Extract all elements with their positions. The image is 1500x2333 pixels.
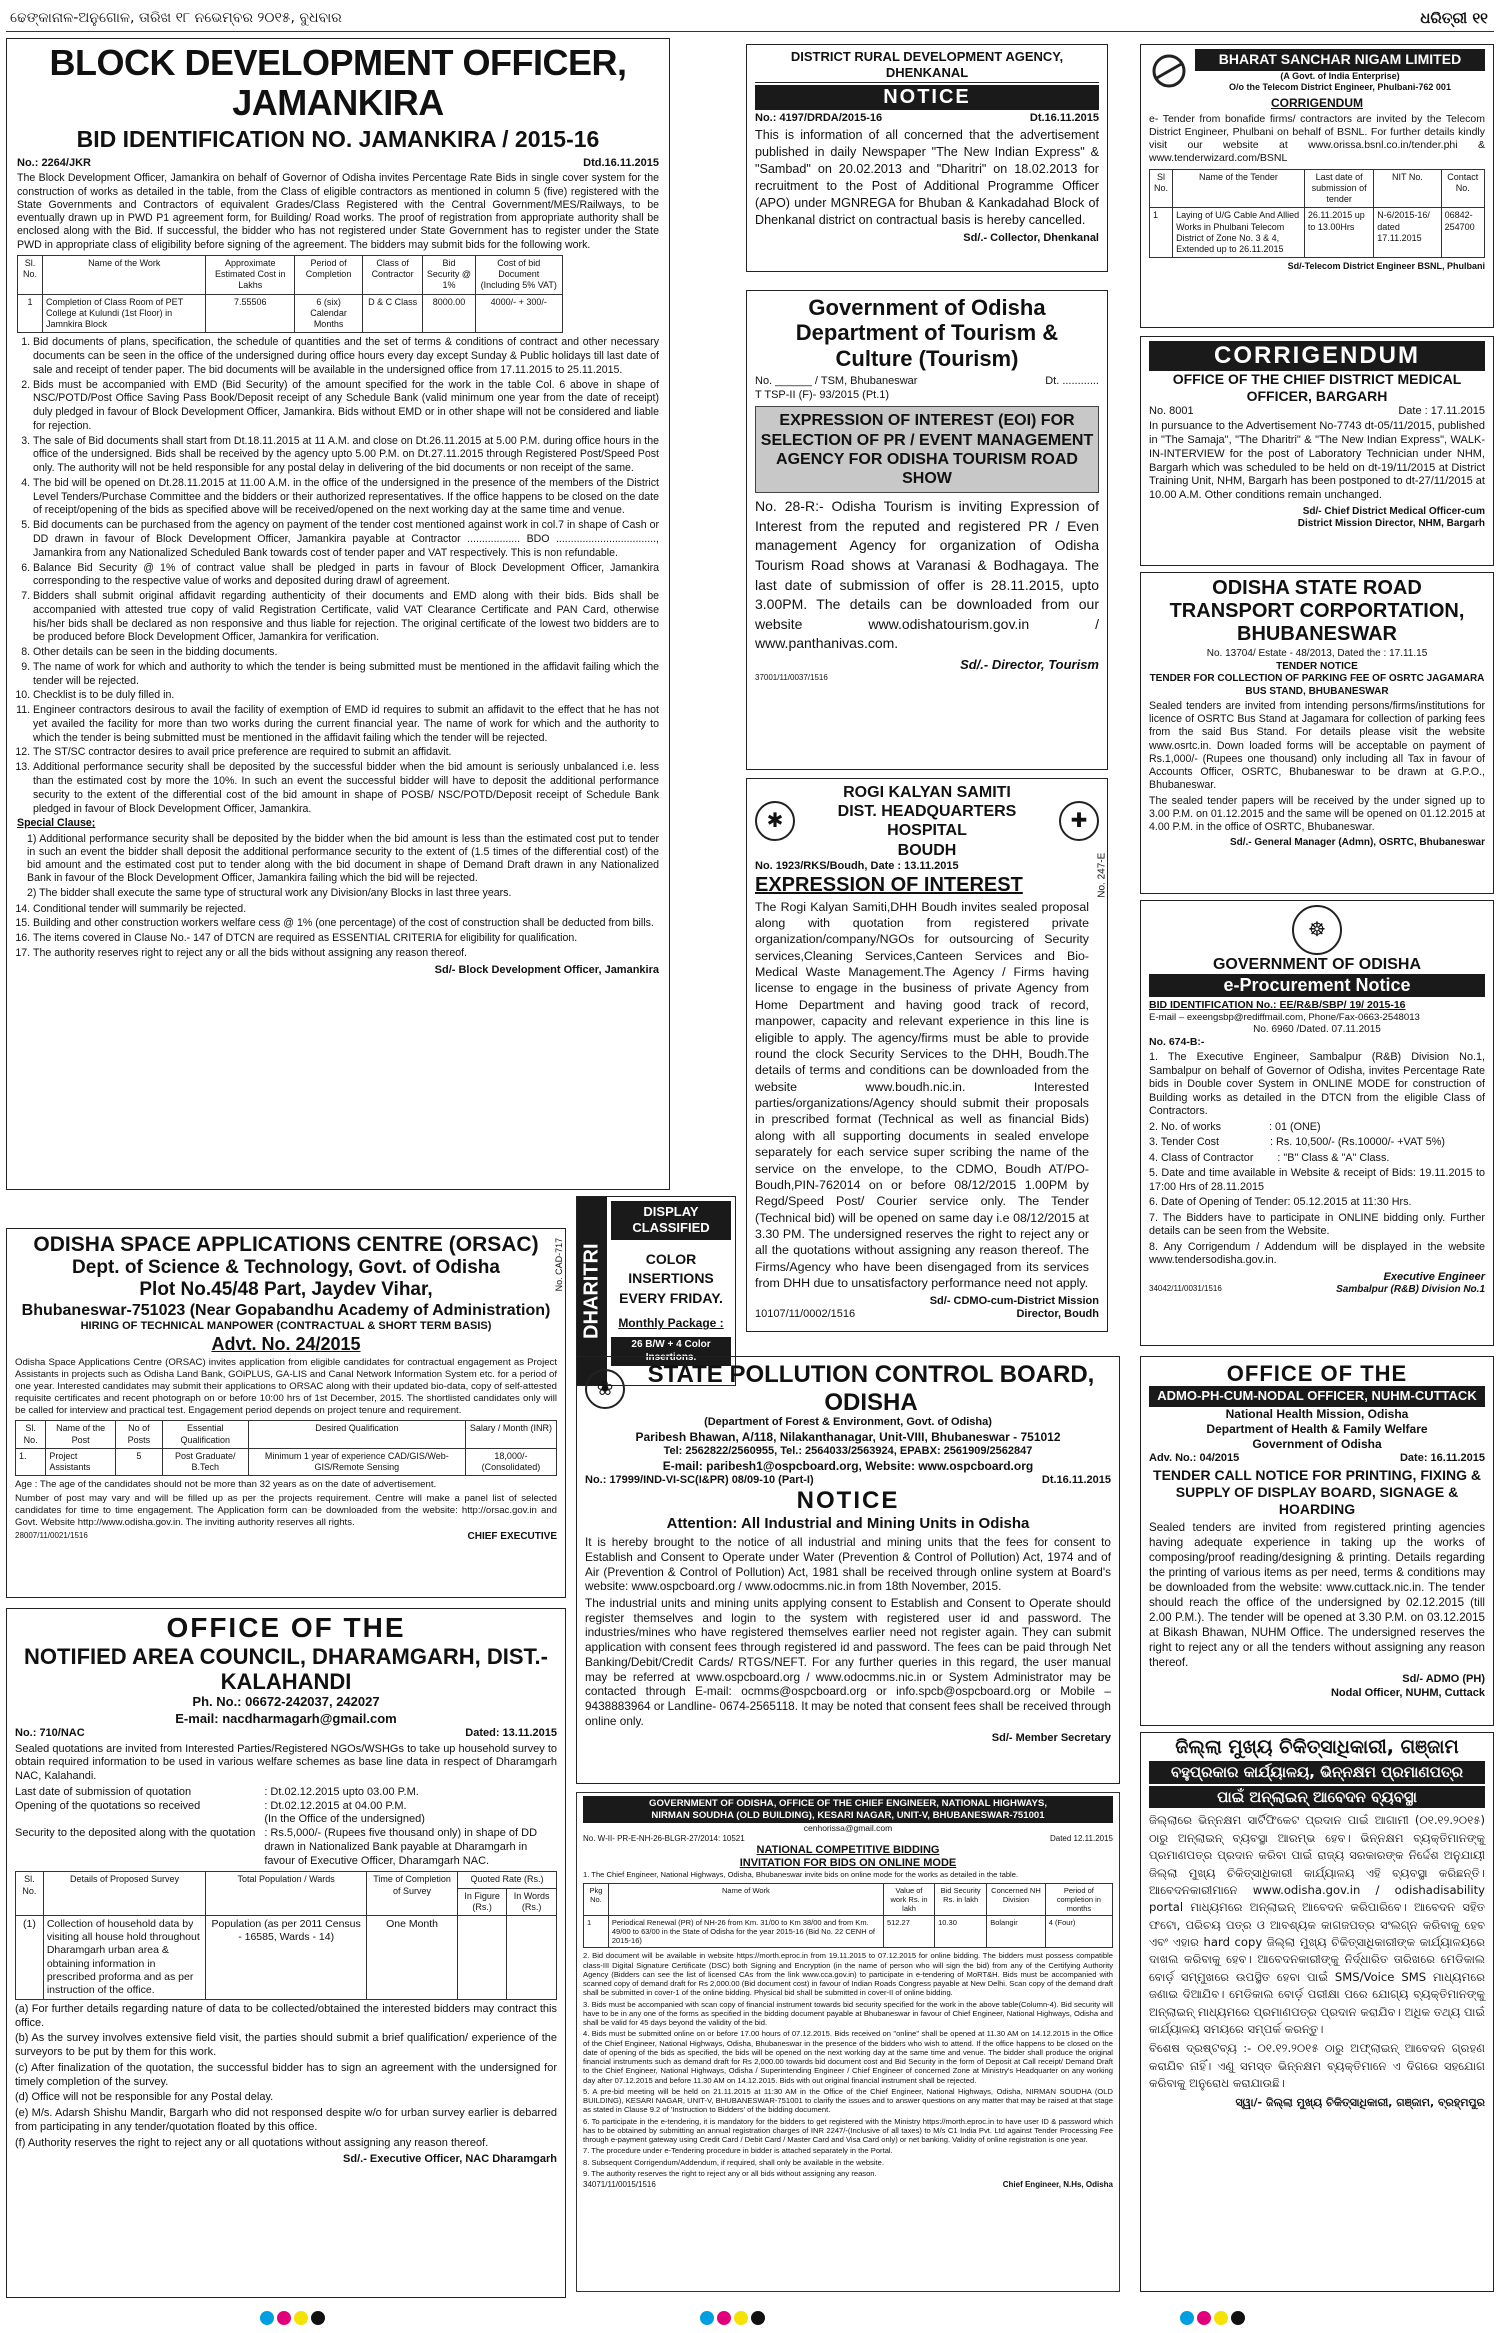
tourism-t1: Government of Odisha: [808, 295, 1046, 320]
nac-t2: NOTIFIED AREA COUNCIL, DHARAMGARH, DIST.- KALAHANDI: [24, 1643, 548, 1695]
nh-no: No. W-II- PR-E-NH-26-BLGR-27/2014: 10521: [583, 1833, 745, 1843]
cmyk-register-right: [1180, 2311, 1245, 2325]
td: D & C Class: [363, 294, 423, 333]
td-empty: [457, 1916, 506, 2000]
nh-t3: NATIONAL COMPETITIVE BIDDING: [756, 1843, 940, 1856]
rks-cross-icon: ✚: [1059, 801, 1099, 841]
cyan-dot-icon: [1180, 2311, 1194, 2325]
rks-t2: DIST. HEADQUARTERS HOSPITAL: [837, 803, 1017, 840]
bdo-bid-id: BID IDENTIFICATION NO. JAMANKIRA / 2015-16: [76, 126, 600, 153]
th: Contact No.: [1441, 169, 1484, 208]
th: Concerned NH Division: [987, 1883, 1046, 1915]
rks-no: No. 1923/RKS/Boudh, Date : 13.11.2015: [755, 859, 959, 872]
th: In Words (Rs.): [507, 1888, 557, 1916]
td: 1: [584, 1916, 609, 1948]
tourism-ref: T TSP-II (F)- 93/2015 (Pt.1): [755, 388, 890, 401]
nuhm-tn: TENDER CALL NOTICE FOR PRINTING, FIXING & SUPPLY OF DISPLAY BOARD, SIGNAGE & HOARDING: [1153, 1467, 1481, 1517]
th: Total Population / Wards: [206, 1872, 367, 1916]
orsac-t4: Bhubaneswar-751023 (Near Gopabandhu Academy of Administration): [21, 1301, 551, 1319]
nh-email: cenhorissa@gmail.com: [803, 1823, 893, 1834]
nh-item-5: 5. A pre-bid meeting will be held on 21.11.2015 at 11:30 AM in the Office of the Chief Engineer, National Highways, Odisha, NIRMAN SOUDHA (OLD BUILDING), KESARI NAGAR, UNIT-V, BHUBANESWAR-751001 to clarify the issues and to answer questions on any matter that may be raised at that stage as stated in Clause 9.2 of 'Instruction to Bidders' of the bidding document.: [583, 2086, 1113, 2115]
spcb-email: E-mail: paribesh1@ospcboard.org, Website: www.ospcboard.org: [662, 1458, 1034, 1473]
yellow-dot-icon: [294, 2311, 308, 2325]
bdo-conditions: [17, 336, 659, 816]
orsac-table: [15, 1420, 557, 1476]
eproc-item-1: 1. The Executive Engineer, Sambalpur (R&B) Division No.1, Sambalpur on behalf of Governor of Odisha, invites Percentage Rate bids in Double cover System in ONLINE MODE for construction of Building works as detailed in the DTCN from the eligible Class of Contractors.: [1149, 1051, 1485, 1118]
nac-r2-label: Opening of the quotations so received: [15, 1799, 201, 1812]
td-empty: [507, 1916, 557, 2000]
orsac-side-ref: No. CAD-717: [554, 1237, 565, 1292]
bsnl-title: BHARAT SANCHAR NIGAM LIMITED: [1195, 49, 1485, 71]
td: 8000.00: [423, 294, 476, 333]
th: Approximate Estimated Cost in Lakhs: [206, 255, 295, 294]
nh-signature: Chief Engineer, N.Hs, Odisha: [1002, 2180, 1113, 2190]
td: 1: [1150, 208, 1173, 258]
eproc-t1: GOVERNMENT OF ODISHA: [1212, 956, 1421, 973]
drda-title: DISTRICT RURAL DEVELOPMENT AGENCY, DHENKANAL: [755, 49, 1099, 83]
eproc-item-4: 4. Class of Contractor : "B" Class & "A" Class.: [1149, 1151, 1390, 1164]
osrtc-body2: The sealed tender papers will be received by the under signed up to 3.00 P.M. on 01.12.2015 and the same will be opened on 01.12.2015 at 4.00 P.M. in the office of OSRTC, Bhubaneswar.: [1149, 794, 1485, 834]
tourism-signature: Sd/.- Director, Tourism: [960, 656, 1099, 672]
classified-t2: COLOR INSERTIONS EVERY FRIDAY.: [619, 1250, 723, 1306]
cmyk-register-center: [700, 2311, 765, 2325]
rks-t3: BOUDH: [897, 841, 957, 859]
corr2-title: CORRIGENDUM: [1149, 341, 1485, 371]
th: Name of the Work: [43, 255, 206, 294]
list-item: 13. Additional performance security shall be deposited by the successful bidder when the bid amount is seriously unbalanced i.e. less than the estimated cost by more the 10%. In such an event the successful bidder will have to deposit the additional performance security to the extent of the differential cost of the bid amount in shape of POSB/ NSC/POTD/Deposit receipt of Schedule Bank pledged in favour of Block Development Officer, Jamankira.: [33, 761, 659, 816]
osrtc-no: No. 13704/ Estate - 48/2013, Dated the : 17.11.15: [1206, 648, 1428, 659]
list-item: 3. The sale of Bid documents shall start from Dt.18.11.2015 at 11 A.M. and close on Dt.26.11.2015 at 5.00 P.M. during office hours in the office of the undersigned. Bids shall be received by the agency upto 5.00 P.M. on Dt.27.11.2015 through Registered Post/Speed Post only. The authority will not be held responsible for any postal delay in delivering of the bid documents or non receipt of the same.: [33, 435, 659, 476]
spcb-logo-icon: ❀: [585, 1369, 625, 1409]
nac-r3-label: Security to the deposited along with the quotation: [15, 1827, 256, 1840]
osrtc-title: ODISHA STATE ROAD TRANSPORT CORPORTATION, BHUBANESWAR: [1169, 577, 1465, 645]
nac-email: E-mail: nacdharmagarh@gmail.com: [175, 1710, 397, 1726]
th: Name of Work: [608, 1883, 883, 1915]
nh-date: Dated 12.11.2015: [1049, 1833, 1113, 1843]
nh-item-8: 8. Subsequent Corrigendum/Addendum, if required, shall only be available in the website.: [583, 2157, 884, 2167]
bdo-work-table: [17, 255, 563, 334]
td: Population (as per 2011 Census - 16585, Wards - 14): [206, 1916, 367, 2000]
td: (1): [16, 1916, 44, 2000]
orsac-advt: [6, 1228, 566, 1598]
td: Collection of household data by visiting all house hold throughout Dharamgarh urban area & obtaining information in prescribed proforma and as per instruction of the office.: [43, 1916, 205, 2000]
corr2-office: OFFICE OF THE CHIEF DISTRICT MEDICAL OFFICER, BARGARH: [1172, 371, 1462, 404]
magenta-dot-icon: [717, 2311, 731, 2325]
th: Salary / Month (INR): [465, 1421, 556, 1449]
eproc-sig2: Sambalpur (R&B) Division No.1: [1336, 1284, 1485, 1296]
bsnl-corrigendum-label: CORRIGENDUM: [1271, 96, 1363, 110]
drda-notice: [746, 44, 1108, 272]
tourism-code: 37001/11/0037/1516: [755, 673, 828, 683]
nuhm-cuttack-tender: [1140, 1356, 1494, 1726]
bsnl-sub: (A Govt. of India Enterprise): [1280, 70, 1400, 81]
nac-note-e: (e) M/s. Adarsh Shishu Mandir, Bargarh who did not responsed despite w/o for urban survey earlier is debarred from participating in any tender/quotation floated by this office.: [15, 2107, 557, 2133]
nh-intro: 1. The Chief Engineer, National Highways, Odisha, Bhubaneswar invite bids on online mode for the works as detailed in the table.: [583, 1870, 1019, 1880]
rks-signature-2: Director, Boudh: [1016, 1308, 1099, 1321]
corr2-body: In pursuance to the Advertisement No-7743 dt-05/11/2015, published in "The Samaja", "The Dharitri" & "The New Indian Express", WALK-IN-INTERVIEW for the post of Laboratory Technician under NHM, Bargarh which was scheduled to be held on dt-19/11/2015 at District Training Unit, NHM, Bargarh has been postponed to dt-27/11/2015 at 10.00 A.M. Other conditions remain unchanged.: [1149, 420, 1485, 502]
corr2-no: No. 8001: [1149, 404, 1194, 417]
bsnl-office: O/o the Telecom District Engineer, Phulbani-762 001: [1229, 81, 1451, 92]
th: Sl. No.: [16, 1421, 46, 1449]
td: 10.30: [935, 1916, 987, 1948]
nac-note-c: (c) After finalization of the quotation, the successful bidder has to sign an agreement with the undersigned for timely completion of the survey.: [15, 2061, 557, 2088]
bdo-date: Dtd.16.11.2015: [583, 156, 659, 169]
tourism-t2: Department of Tourism &: [795, 320, 1059, 346]
spcb-no: No.: 17999/IND-VI-SC(I&PR) 08/09-10 (Part-I): [585, 1473, 814, 1486]
black-dot-icon: [311, 2311, 325, 2325]
td: 06842-254700: [1441, 208, 1484, 258]
tourism-dt: Dt. ............: [1045, 374, 1099, 387]
bdo-special-2: 2) The bidder shall execute the same type of structural work any Division/any Blocks in last three years.: [27, 887, 512, 900]
bdo-jamankira-tender: [6, 38, 670, 1190]
th: Period of Completion: [295, 255, 363, 294]
nac-table: [15, 1871, 557, 2000]
list-item: 7. Bidders shall submit original affidavit regarding authenticity of their documents and EMD along with their bids. Bids shall be accompanied with attested true copy of valid Registration Certificate, valid VAT Clearance Certificate and PAN Card, otherwise his/her bids shall be declared as non responsive and thus liable for rejection. The original certificate of the lowest two bidders are to be produced before Block Development Officer, Jamankira for verification.: [33, 590, 659, 645]
bdo-special-1: 1) Additional performance security shall be deposited by the bidder when the bid amount is less than the estimated cost put to tender in such an event the bidder shall deposit the additional performance security to the extent of (1.5 times of the differential cost) of the bid amount and the estimated cost put to tender along with the bid document in shape of Demand Draft drawn in any Nationalized Bank in favour of the Block Development Officer, Jamankira failing which the bid will be rejected.: [27, 832, 659, 885]
th: Name of the Tender: [1173, 169, 1305, 208]
yellow-dot-icon: [1214, 2311, 1228, 2325]
rks-emblem-icon: ✱: [755, 801, 795, 841]
tourism-eoi-heading: EXPRESSION OF INTEREST (EOI) FOR SELECTION OF PR / EVENT MANAGEMENT AGENCY FOR ODISHA TOURISM ROAD SHOW: [755, 406, 1099, 493]
orsac-t2: Dept. of Science & Technology, Govt. of Odisha: [72, 1257, 500, 1279]
tourism-eoi: [746, 290, 1108, 770]
list-item: 4. The bid will be opened on Dt.28.11.2015 at 11.00 A.M. in the office of the undersigned in the presence of the members of the District Level Tenders/Purchase Committee and the bidders or their authorized representatives. If the office happens to be closed on the date of receipt/opening of the bids as specified above will be received/opened on the next working day at the same time and venue.: [33, 477, 659, 518]
nh-bidding: [576, 1792, 1120, 2292]
orsac-signature: CHIEF EXECUTIVE: [467, 1531, 557, 1543]
spcb-signature: Sd/- Member Secretary: [991, 1731, 1111, 1744]
nac-note-a: (a) For further details regarding nature of data to be collected/obtained the interested bidders may contract this office.: [15, 2002, 557, 2029]
bargarh-corrigendum: [1140, 336, 1494, 566]
nac-r2-value: : Dt.02.12.2015 at 04.00 P.M.: [264, 1799, 407, 1812]
eproc-sig1: Executive Engineer: [1383, 1270, 1485, 1283]
nuhm-t4: Department of Health & Family Welfare: [1206, 1421, 1428, 1436]
rks-eoi-heading: EXPRESSION OF INTEREST: [755, 873, 1023, 896]
th: Sl. No.: [16, 1872, 44, 1916]
list-item: 15. Building and other construction workers welfare cess @ 1% (one percentage) of the cost of construction shall be deducted from bills.: [33, 917, 659, 931]
th: Cost of bid Document (Including 5% VAT): [475, 255, 562, 294]
td: Minimum 1 year of experience CAD/GIS/Web-GIS/Remote Sensing: [248, 1448, 465, 1476]
spcb-notice-heading: NOTICE: [796, 1487, 900, 1515]
nac-r1-value: : Dt.02.12.2015 upto 03.00 P.M.: [264, 1785, 419, 1798]
td: Post Graduate/ B.Tech: [162, 1448, 248, 1476]
nac-note-f: (f) Authority reserves the right to reject any or all quotations without assigning any reason thereof.: [15, 2136, 489, 2149]
eproc-notice: [1140, 900, 1494, 1346]
osrtc-body: Sealed tenders are invited from intending persons/firms/institutions for licence of OSRTC Bus Stand at Jagamara for collection of parking fees from the said Bus Stand. For details please visit the website www.osrtc.in. Down loaded forms will be acceptable on payment of Rs.1,000/- (Rupees one thousand) only including all Tax in favour of Accounts Officer, OSRTC, Bhubaneswar to be drawn at G.P.O., Bhubaneswar.: [1149, 700, 1485, 792]
nh-table: [583, 1883, 1113, 1949]
th: Bid Security @ 1%: [423, 255, 476, 294]
nuhm-t5: Government of Odisha: [1252, 1436, 1382, 1451]
td: 512.27: [883, 1916, 934, 1948]
odisha-emblem-icon: ☸: [1292, 905, 1342, 955]
th: Quoted Rate (Rs.): [457, 1872, 556, 1888]
td: N-6/2015-16/ dated 17.11.2015: [1374, 208, 1441, 258]
bsnl-table: [1149, 169, 1485, 259]
nac-note-b: (b) As the survey involves extensive field visit, the parties should submit a brief qualification/ experience of the surveyors to be put by them for this work.: [15, 2032, 557, 2059]
td: 4 (Four): [1045, 1916, 1112, 1948]
cmyk-register-left: [260, 2311, 325, 2325]
rks-code: 10107/11/0002/1516: [755, 1308, 856, 1321]
eproc-item-7: 7. The Bidders have to participate in ONLINE bidding only. Further details can be seen from the Website.: [1149, 1211, 1485, 1238]
bdo-signature: Sd/- Block Development Officer, Jamankira: [434, 963, 659, 976]
rks-side-ref: No. 247-E: [1096, 852, 1108, 898]
page-header: [6, 6, 1494, 32]
orsac-t3: Plot No.45/48 Part, Jaydev Vihar,: [139, 1278, 433, 1300]
th: Name of the Post: [46, 1421, 116, 1449]
classified-t4: 26 B/W + 4 Color Insertions.: [611, 1337, 731, 1366]
td: One Month: [367, 1916, 458, 2000]
nuhm-adv: Adv. No.: 04/2015: [1149, 1451, 1240, 1464]
spcb-date: Dt.16.11.2015: [1041, 1473, 1111, 1486]
header-date-line: ଢେଙ୍କାନାଳ-ଅନୁଗୋଳ, ତାରିଖ ୧୮ ନଭେମ୍ବର ୨୦୧୫, ବୁଧବାର: [10, 10, 342, 26]
eproc-bid: BID IDENTIFICATION No.: EE/R&B/SBP/ 19/ 2015-16: [1149, 998, 1406, 1011]
td: Bolangir: [987, 1916, 1046, 1948]
list-item: 14. Conditional tender will summarily be rejected.: [33, 903, 659, 917]
nh-code: 34071/11/0015/1516: [583, 2180, 656, 2190]
magenta-dot-icon: [277, 2311, 291, 2325]
list-item: 1. Bid documents of plans, specification, the schedule of quantities and the set of terms & conditions of contract and other necessary documents can be seen in the office of the undersigned during office hours every day except Sunday & Public holidays till last date of sale and receipt of tender paper. The bid documents will be available in the undersigned office from 17.11.2015 to 25.11.2015.: [33, 336, 659, 377]
list-item: 2. Bids must be accompanied with EMD (Bid Security) of the amount specified for the work in the table Col. 6 above in shape of NSC/POTD/Post Office Saving Pass Book/Deposit receipt of any Schedule Bank (valid minimum one year from the date of receipt) duly pledged in favour of Block Development Officer, Jamankira. Bids without EMD or in other shape will not be considered and liable for rejection.: [33, 379, 659, 434]
nh-item-3: 3. Bids must be accompanied with scan copy of financial instrument towards bid security specified for the work in the above table(Column-4). Bid security will have to be in any one of the forms as specified in the bidding document payable at Bhubaneswar in favour of Chief Engineer, National Highways, Odisha and shall be valid for 45 days beyond the validity of the bid.: [583, 1999, 1113, 2028]
list-item: 9. The name of work for which and authority to which the tender is being submitted must be mentioned in the affidavit failing which the tender will be rejected.: [33, 661, 659, 689]
nh-item-9: 9. The authority reserves the right to reject any or all bids without assigning any reason.: [583, 2168, 877, 2178]
eproc-item-2: 2. No. of works : 01 (ONE): [1149, 1120, 1321, 1133]
th: No of Posts: [115, 1421, 162, 1449]
bsnl-logo-icon: [1149, 53, 1189, 89]
nuhm-body: Sealed tenders are invited from registered printing agencies having adequate experience in taking up the works of composing/proof reading/designing & printing. Details regarding the printing of various items as per need, terms & conditions may be downloaded from the website: www.cuttack.nic.in. The tender should reach the office of the undersigned by 02.12.2015 (till 2.00 P.M.). The tender will be opened at 3.30 P.M. on 03.12.2015 at Bikash Bhawan, NUHM Office. The undersigned reserves the right to reject any or all the tenders without assigning any reason thereof.: [1149, 1520, 1485, 1670]
drda-signature: Sd/.- Collector, Dhenkanal: [963, 232, 1099, 245]
eproc-item-6: 6. Date of Opening of Tender: 05.12.2015 at 11:30 Hrs.: [1149, 1196, 1412, 1209]
nh-item-4: 4. Bids must be submitted online on or before 17.00 hours of 07.12.2015. Bids received on "online" shall be opened at 11.30 AM on 14.12.2015 in the Office of the Chief Engineer, National Highways, Odisha, Bhubaneswar in the presence of the bidders who wish to attend. If the office happens to be closed on the date of opening of the bids as specified, the bids will be opened on the next working day at the same time and venue. The bidder shall produce the original financial instruments such as demand draft for Rs 2,000.00 towards bid document cost and Bid Security in the form of Deposit at Call receipt/ Demand Draft to the Chief Engineer, National Highways, Odisha / Superintending Engineer / Chief Engineer of concerned Zone at Ministry's Headquarter on any working day after 07.12.2015 and before 11.30 AM on 14.12.2015. Bids with out original financial instrument shall be rejected.: [583, 2029, 1113, 2085]
spcb-tel: Tel: 2562822/2560955, Tel.: 2564033/2563924, EPABX: 2561909/2562847: [663, 1444, 1033, 1457]
osrtc-signature: Sd/.- General Manager (Admn), OSRTC, Bhubaneswar: [1229, 837, 1485, 849]
bdo-intro: The Block Development Officer, Jamankira on behalf of Governor of Odisha invites Percentage Rate Bids in single cover system for the construction of works as detailed in the table, from the Class of eligible contractors as mentioned in column 5 (five) registered with the State Governments and Contractors of equivalent Grades/Class Registered with the Central Government/MES/Railways, to be eventually drawn up in PWD P1 agreement form, for Building/ Road works. The proof of registration from appropriate authority shall be enclosed along with the Bid. If successful, the bidder who has not registered under State Government has to register under the State PWD in appropriate class of eligibility before signing of the agreement. The bidders may submit bids for the following work.: [17, 172, 659, 251]
nac-note-d: (d) Office will not be responsible for any Postal delay.: [15, 2091, 274, 2104]
rks-signature: Sd/- CDMO-cum-District Mission: [929, 1294, 1099, 1307]
bdo-conditions-2: [17, 903, 659, 961]
eproc-item-8: 8. Any Corrigendum / Addendum will be displayed in the website www.tendersodisha.gov.in.: [1149, 1240, 1485, 1267]
list-item: 11. Engineer contractors desirous to avail the facility of exemption of EMD id requires to submit an affidavit to the effect that he has not yet availed the facility for more than two works during the current financial year. The name of work for which and the authority to which the tender is being submitted must be mentioned in the affidavit failing which the tender will be rejected.: [33, 704, 659, 745]
list-item: 12. The ST/SC contractor desires to avail price preference are required to submit an affidavit.: [33, 746, 659, 760]
ganjam-t3: ପାଇଁ ଅନ୍‌ଲାଇନ୍ ଆବେଦନ ବ୍ୟବସ୍ଥା: [1149, 1786, 1485, 1809]
td: 7.55506: [206, 294, 295, 333]
nac-signature: Sd/.- Executive Officer, NAC Dharamgarh: [343, 2153, 557, 2166]
td: 4000/- + 300/-: [475, 294, 562, 333]
th: Bid Security Rs. in lakh: [935, 1883, 987, 1915]
nuhm-sig2: Nodal Officer, NUHM, Cuttack: [1330, 1687, 1485, 1700]
th: Pkg No.: [584, 1883, 609, 1915]
td: Periodical Renewal (PR) of NH-26 from Km. 31/00 to Km 38/00 and from Km. 49/00 to 63/00 in the State of Odisha for the year 2015-16 (Bid No. 22 CENH of 2015-16): [608, 1916, 883, 1948]
td: 1.: [16, 1448, 46, 1476]
ganjam-t1: ଜିଲ୍ଲା ମୁଖ୍ୟ ଚିକିତ୍ସାଧିକାରୀ, ଗଞ୍ଜାମ: [1175, 1736, 1459, 1758]
drda-body: This is information of all concerned that the advertisement published in daily Newspaper "The New Indian Express" & "Sambad" on 20.02.2013 and "Dharitri" on 18.02.2013 for recruitment to the Post of Additional Programme Officer (APO) under MGNREGA for Bhuban & Kankadahad Block of Dhenkanal district on contractual basis is hereby cancelled.: [755, 128, 1099, 228]
th: Time of Completion of Survey: [367, 1872, 458, 1916]
orsac-body2: Number of post may vary and will be filled up as per the projects requirement. Centre will make a panel list of selected candidates for time to time engagement. The Application form can be downloaded from the website: http://orsac.gov.in and Govt. Website http://www.odisha.gov.in. The inviting authority reserves all rights.: [15, 1493, 557, 1529]
magenta-dot-icon: [1197, 2311, 1211, 2325]
corr2-sig1: Sd/- Chief District Medical Officer-cum: [1302, 505, 1485, 517]
black-dot-icon: [1231, 2311, 1245, 2325]
nac-r3-value: : Rs.5,000/- (Rupees five thousand only) in shape of DD drawn in Nationalized Bank payable at Dharamgarh in favour of Executive Officer, Dharamgarh NAC.: [264, 1827, 538, 1867]
list-item: 17. The authority reserves right to reject any or all the bids without assigning any reason thereof.: [33, 947, 659, 961]
eproc-no: No. 6960 /Dated. 07.11.2015: [1253, 1023, 1381, 1035]
orsac-adv: Advt. No. 24/2015: [211, 1333, 361, 1354]
th: Desired Qualification: [248, 1421, 465, 1449]
th: Class of Contractor: [363, 255, 423, 294]
tourism-no: No. ______ / TSM, Bhubaneswar: [755, 374, 918, 387]
black-dot-icon: [751, 2311, 765, 2325]
nac-date: Dated: 13.11.2015: [465, 1726, 557, 1739]
orsac-age: Age : The age of the candidates should not be more than 32 years as on the date of advertisement.: [15, 1479, 437, 1491]
rks-boudh-eoi: [746, 778, 1108, 1332]
yellow-dot-icon: [734, 2311, 748, 2325]
osrtc-tf: TENDER FOR COLLECTION OF PARKING FEE OF OSRTC JAGAMARA BUS STAND, BHUBANESWAR: [1149, 673, 1485, 697]
eproc-item-3: 3. Tender Cost : Rs. 10,500/- (Rs.10000/- +VAT 5%): [1149, 1136, 1445, 1149]
orsac-t1: ODISHA SPACE APPLICATIONS CENTRE (ORSAC): [33, 1233, 539, 1256]
td: 26.11.2015 up to 13.00Hrs: [1304, 208, 1373, 258]
ganjam-signature: ସ୍ୱା/- ଜିଲ୍ଲା ମୁଖ୍ୟ ଚିକିତ୍ସାଧିକାରୀ, ଗଞ୍ଜାମ, ବ୍ରହ୍ମପୁର: [1235, 2095, 1485, 2109]
spcb-attention: Attention: All Industrial and Mining Units in Odisha: [666, 1515, 1030, 1533]
list-item: 8. Other details can be seen in the bidding documents.: [33, 646, 659, 660]
spcb-sub: (Department of Forest & Environment, Govt. of Odisha): [704, 1416, 992, 1429]
list-item: 16. The items covered in Clause No.- 147 of DTCN are required as ESSENTIAL CRITERIA for eligibility for qualification.: [33, 932, 659, 946]
th: Value of work Rs. in lakh: [883, 1883, 934, 1915]
corr2-date: Date : 17.11.2015: [1398, 404, 1485, 417]
nac-r2-value-2: (In the Office of the undersigned): [264, 1813, 425, 1826]
th: NIT No.: [1374, 169, 1441, 208]
nh-t4: INVITATION FOR BIDS ON ONLINE MODE: [739, 1856, 957, 1869]
td: 1: [18, 294, 43, 333]
eproc-code: 34042/11/0031/1516: [1149, 1284, 1222, 1294]
bsnl-corrigendum: [1140, 44, 1494, 328]
nuhm-t2: ADMO-PH-CUM-NODAL OFFICER, NUHM-CUTTACK: [1149, 1386, 1485, 1406]
spcb-body: It is hereby brought to the notice of all industrial and mining units that the fees for consent to Establish and Consent to Operate under Water (Prevention & Control of Pollution) Act, 1974 and of Air (Prevention & Control of Pollution) Act, 1981 shall be received through online system at Board's website: www.ospcboard.org / www.odocmms.nic.in from 18th November, 2015.: [585, 1535, 1111, 1594]
th: In Figure (Rs.): [457, 1888, 506, 1916]
spcb-addr: Paribesh Bhawan, A/118, Nilakanthanagar, Unit-VIII, Bhubaneswar - 751012: [635, 1429, 1061, 1444]
spcb-title: STATE POLLUTION CONTROL BOARD, ODISHA: [647, 1361, 1095, 1416]
tourism-t3: Culture (Tourism): [835, 345, 1019, 371]
th: Last date of submission of tender: [1304, 169, 1373, 208]
drda-no: No.: 4197/DRDA/2015-16: [755, 111, 883, 124]
nac-t1: OFFICE OF THE: [166, 1612, 406, 1643]
nac-body: Sealed quotations are invited from Interested Parties/Registered NGOs/WSHGs to take up household survey to obtain required information to be used in various welfare schemes as base line data in respect of Dharamgarh NAC, Kalahandi.: [15, 1742, 557, 1783]
td: 18,000/- (Consolidated): [465, 1448, 556, 1476]
th: Sl. No.: [18, 255, 43, 294]
nuhm-t3: National Health Mission, Odisha: [1225, 1406, 1409, 1421]
drda-notice-band: NOTICE: [755, 85, 1099, 110]
nh-t2: NIRMAN SOUDHA (OLD BUILDING), KESARI NAGAR, UNIT-V, BHUBANESWAR-751001: [651, 1809, 1045, 1821]
classified-t3: Monthly Package :: [618, 1316, 724, 1331]
rks-body: The Rogi Kalyan Samiti,DHH Boudh invites sealed proposal along with quotation from registered private organization/company/NGOs for outsourcing of Security services,Cleaning Services,Canteen Services and Bio-Medical Waste Management.The Agency / Firms having license to engage in the business of private Agency from Home Department and having good track of record, manpower, capacity and relevant experience in this line is eligible to apply. The agency/firms must be able to provide round the clock Security Services to the DHH, Boudh.The details of terms and conditions can be downloaded from the website www.boudh.nic.in. Interested parties/organizations/Agency should submit their proposals in prescribed format (Technical as well as financial Bids) along with all supporting documents in sealed envelope separately for each service super scribing the name of the service on the envelope, to the CDMO, Boudh AT/PO-Boudh,PIN-762014 on or before 08/12/2015 1.00PM by Regd/Speed Post/ Courier service only. The Tender (Technical bid) will be opened on same day i.e 08/12/2015 at 3.30 PM. The undersigned reserves the right to reject any or all the quotations without assigning any reason thereof. The Firms/Agency who have been disengaged from its services from DHH due to unsatisfactory performance need not apply.: [755, 899, 1089, 1291]
nh-item-6: 6. To participate in the e-tendering, it is mandatory for the bidders to get registered with the Ministry https://morth.eproc.in to have user ID & password which has to be obtained by submitting an annual registration charges of INR 2247/-(Inclusive of all taxes) to M/s C1 India Pvt. Ltd against Tender Processing Fee through e-payment gateway using Credit Card / Debit Card / Master Card and Visa Card only) or net banking. Validity of online registration is one year.: [583, 2116, 1113, 2145]
td: 5: [115, 1448, 162, 1476]
nh-item-7: 7. The procedure under e-Tendering procedure in bidder is attached separately in the Portal.: [583, 2146, 893, 2156]
classified-t1: DISPLAY CLASSIFIED: [611, 1201, 731, 1240]
rks-t1: ROGI KALYAN SAMITI: [843, 784, 1011, 801]
th: Details of Proposed Survey: [43, 1872, 205, 1916]
ganjam-cdmo-notice: [1140, 1732, 1494, 2292]
bdo-title: BLOCK DEVELOPMENT OFFICER, JAMANKIRA: [49, 42, 627, 123]
spcb-notice: [576, 1356, 1120, 1784]
cyan-dot-icon: [700, 2311, 714, 2325]
td: 6 (six) Calendar Months: [295, 294, 363, 333]
nh-t1: GOVERNMENT OF ODISHA, OFFICE OF THE CHIEF ENGINEER, NATIONAL HIGHWAYS,: [649, 1798, 1047, 1809]
eproc-email: E-mail – exeengsbp@rediffmail.com, Phone/Fax-0663-2548013: [1149, 1011, 1420, 1023]
orsac-t5: HIRING OF TECHNICAL MANPOWER (CONTRACTUAL & SHORT TERM BASIS): [80, 1320, 492, 1333]
tourism-body: No. 28-R:- Odisha Tourism is inviting Expression of Interest from the reputed and registered PR / Even management Agency for organization of Odisha Tourism Road shows at Varanasi & Bodhagaya. The last date of submission of offer is 28.11.2015, upto 3.00PM. The details can be downloaded from our website www.odishatourism.gov.in / www.panthanivas.com.: [755, 498, 1099, 652]
th: Essential Qualification: [162, 1421, 248, 1449]
header-masthead-page: ଧରିତ୍ରୀ ୧୧: [1420, 9, 1488, 27]
nac-dharamgarh-quotation: [6, 1608, 566, 2298]
orsac-code: 28007/11/0021/1516: [15, 1531, 88, 1541]
cyan-dot-icon: [260, 2311, 274, 2325]
bsnl-body: e- Tender from bonafide firms/ contractors are invited by the Telecom District Engineer, Phulbani on behalf of BSNL. For further details kindly visit our website at www.orissa.bsnl.co.in/tender.phi & www.tenderwizard.com/BSNL: [1149, 113, 1485, 165]
ganjam-body: ଜିଲ୍ଲାରେ ଭିନ୍ନକ୍ଷମ ସାର୍ଟିଫିକେଟ ପ୍ରଦାନ ପାଇଁ ଆଗାମୀ (୦୧.୧୨.୨୦୧୫) ଠାରୁ ଅନ୍‌ଲାଇନ୍ ବ୍ୟବସ୍ଥା ଆରମ୍ଭ ହେବ। ଭିନ୍ନକ୍ଷମ ବ୍ୟକ୍ତିମାନଙ୍କୁ ପ୍ରମାଣପତ୍ର ପ୍ରଦାନ କରିବା ପାଇଁ ରାଜ୍ୟ ସରକାରଙ୍କ ନିର୍ଦ୍ଦେଶ ଅନୁଯାୟୀ ଜିଲ୍ଲା ମୁଖ୍ୟ ଚିକିତ୍ସାଧିକାରୀ କାର୍ଯ୍ୟାଳୟ ଏହି ବ୍ୟବସ୍ଥା କରିଛନ୍ତି। ଆବେଦନକାରୀମାନେ www.odisha.gov.in / odishadisability portal ମାଧ୍ୟମରେ ଅନ୍‌ଲାଇନ୍ ଆବେଦନ କରିପାରିବେ। ଆବେଦନ ସହିତ ଫଟୋ, ପରିଚୟ ପତ୍ର ଓ ଆବଶ୍ୟକ କାଗଜପତ୍ର ସଂଲଗ୍ନ କରିବାକୁ ହେବ ଏବଂ ଏହାର hard copy ଜିଲ୍ଲା ମୁଖ୍ୟ ଚିକିତ୍ସାଧିକାରୀଙ୍କ କାର୍ଯ୍ୟାଳୟରେ ଦାଖଲ କରିବାକୁ ହେବ। ଆବେଦନକାରୀଙ୍କୁ ନିର୍ଦ୍ଧାରିତ ତାରିଖରେ ମେଡିକାଲ ବୋର୍ଡ଼ ସମ୍ମୁଖରେ ଉପସ୍ଥିତ ହେବା ପାଇଁ SMS/Voice SMS ମାଧ୍ୟମରେ ଜଣାଇ ଦିଆଯିବ। ମେଡିକାଲ ବୋର୍ଡ଼ ପରୀକ୍ଷା ପରେ ଯୋଗ୍ୟ ବ୍ୟକ୍ତିମାନଙ୍କୁ ଅନ୍‌ଲାଇନ୍ ମାଧ୍ୟମରେ ପ୍ରମାଣପତ୍ର ପ୍ରଦାନ କରାଯିବ। ଅଧିକ ତଥ୍ୟ ପାଇଁ କାର୍ଯ୍ୟାଳୟ ସମୟରେ ସମ୍ପର୍କ କରନ୍ତୁ।: [1149, 1813, 1485, 2037]
nac-r1-label: Last date of submission of quotation: [15, 1785, 192, 1798]
td: Completion of Class Room of PET College at Kulundi (1st Floor) in Jamnkira Block: [43, 294, 206, 333]
eproc-ref: No. 674-B:-: [1149, 1036, 1205, 1049]
eproc-t2: e-Procurement Notice: [1149, 974, 1485, 997]
list-item: 10. Checklist is to be duly filled in.: [33, 689, 659, 703]
list-item: 6. Balance Bid Security @ 1% of contract value shall be pledged in parts in favour of Block Development Officer, Jamankira corresponding to the respective value of works and deposited during drawl of agreement.: [33, 562, 659, 590]
list-item: 5. Bid documents can be purchased from the agency on payment of the tender cost mentioned against work in col.7 in shape of Cash or DD drawn in favour of Block Development Officer, Jamankira payable at Contractor .................. BDO .................................., Jamankira from any Nationalized Scheduled Bank towards cost of tender paper and VAT respectively. This is non refundable.: [33, 519, 659, 560]
bsnl-signature: Sd/-Telecom District Engineer BSNL, Phulbani: [1287, 261, 1485, 272]
eproc-item-5: 5. Date and time available in Website & receipt of Bids: 19.11.2015 to 17:00 Hrs of 28.11.2015: [1149, 1167, 1485, 1193]
ganjam-t2: ବହୁପ୍ରକାର କାର୍ଯ୍ୟାଳୟ, ଭିନ୍ନକ୍ଷମ ପ୍ରମାଣପତ୍ର: [1149, 1761, 1485, 1784]
corr2-sig2: District Mission Director, NHM, Bargarh: [1297, 518, 1485, 530]
osrtc-tender: [1140, 572, 1494, 894]
nac-ph: Ph. No.: 06672-242037, 242027: [192, 1694, 380, 1710]
th: Period of completion in months: [1045, 1883, 1112, 1915]
spcb-body2: The industrial units and mining units applying consent to Establish and Consent to Operate should register themselves and login to the system with registered user id and password. The industries/mines who have registered themselves earlier need not register again. They can submit application with consent fees through registered id and password. The fees can be paid through Net Banking/Debit/Credit Cards/ RTGS/NEFT. For any further queries in this regard, the user manual may be referred at www.ospcboard.org / www.odocmms.nic.in or System Administrator may be contacted through E-mail: ocmms@ospcboard.org or info.spcb@ospcboard.org or Mobile – 9438883964 or Landline- 0674-2565118. It may be noted that consent fees shall be received through online only.: [585, 1595, 1111, 1728]
nuhm-date: Date: 16.11.2015: [1399, 1451, 1485, 1464]
bdo-no: No.: 2264/JKR: [17, 156, 91, 169]
nuhm-sig1: Sd/- ADMO (PH): [1402, 1673, 1485, 1686]
bdo-special-heading: Special Clause;: [17, 817, 96, 830]
nac-no: No.: 710/NAC: [15, 1726, 85, 1739]
td: Project Assistants: [46, 1448, 116, 1476]
ganjam-note: ବିଶେଷ ଦ୍ରଷ୍ଟବ୍ୟ :- ୦୧.୧୨.୨୦୧୫ ଠାରୁ ଅଫ୍‌ଲାଇନ୍ ଆବେଦନ ଗ୍ରହଣ କରାଯିବ ନାହିଁ। ଏଣୁ ସମସ୍ତ ଭିନ୍ନକ୍ଷମ ବ୍ୟକ୍ତିମାନେ ଏ ଦିଗରେ ସହଯୋଗ କରିବାକୁ ଅନୁରୋଧ କରାଯାଉଛି।: [1149, 2041, 1485, 2091]
td: Laying of U/G Cable And Allied Works in Phulbani Telecom District of Zone No. 3 & 4, Extended up to 26.11.2015: [1173, 208, 1305, 258]
classified-side-label: DHARITRI: [577, 1197, 607, 1385]
orsac-body: Odisha Space Applications Centre (ORSAC) invites application from eligible candidates for contractual engagement as Project Assistants in projects such as Odisha Land Bank, GOiPLUS, GA-LIS and Canal Network Information System etc. for a period of one year. Interested candidates may submit their applications to ORSAC along with their updated bio-data, copy of self-attested requisite certificates and recent photograph on or before 10:00 hrs of 1st December, 2015. The shortlisted candidates only will be called for interview and practical test. Engagement period depends on project tenure and requirement.: [15, 1357, 557, 1417]
nh-item-2: 2. Bid document will be available in website https://morth.eproc.in from 19.11.2015 to 07.12.2015 for online bidding. The bidders must possess compatible class-III Digital Signature Certificate (DSC) both Signing and Encryption (in the name of person who will sign the bid) from any of the Certifying Authority Agency (Bidders can see the list of licensed CAs from the link www.cca.gov.in) to participate in e-tendering of MoRT&H. Bids must be accompanied with scanned copy of demand draft for Rs 2,000.00 (Bid document cost) in favour of Indian Roads Congress payable at New Delhi. Scan copy of the demand draft shall be submitted in cover-1 of the online bidding. Physical bid shall be submitted in cover-II of online bidding.: [583, 1951, 1113, 1998]
nuhm-t1: OFFICE OF THE: [1226, 1361, 1408, 1386]
osrtc-tn: TENDER NOTICE: [1276, 660, 1358, 672]
th: Sl No.: [1150, 169, 1173, 208]
drda-date: Dt.16.11.2015: [1029, 111, 1099, 124]
